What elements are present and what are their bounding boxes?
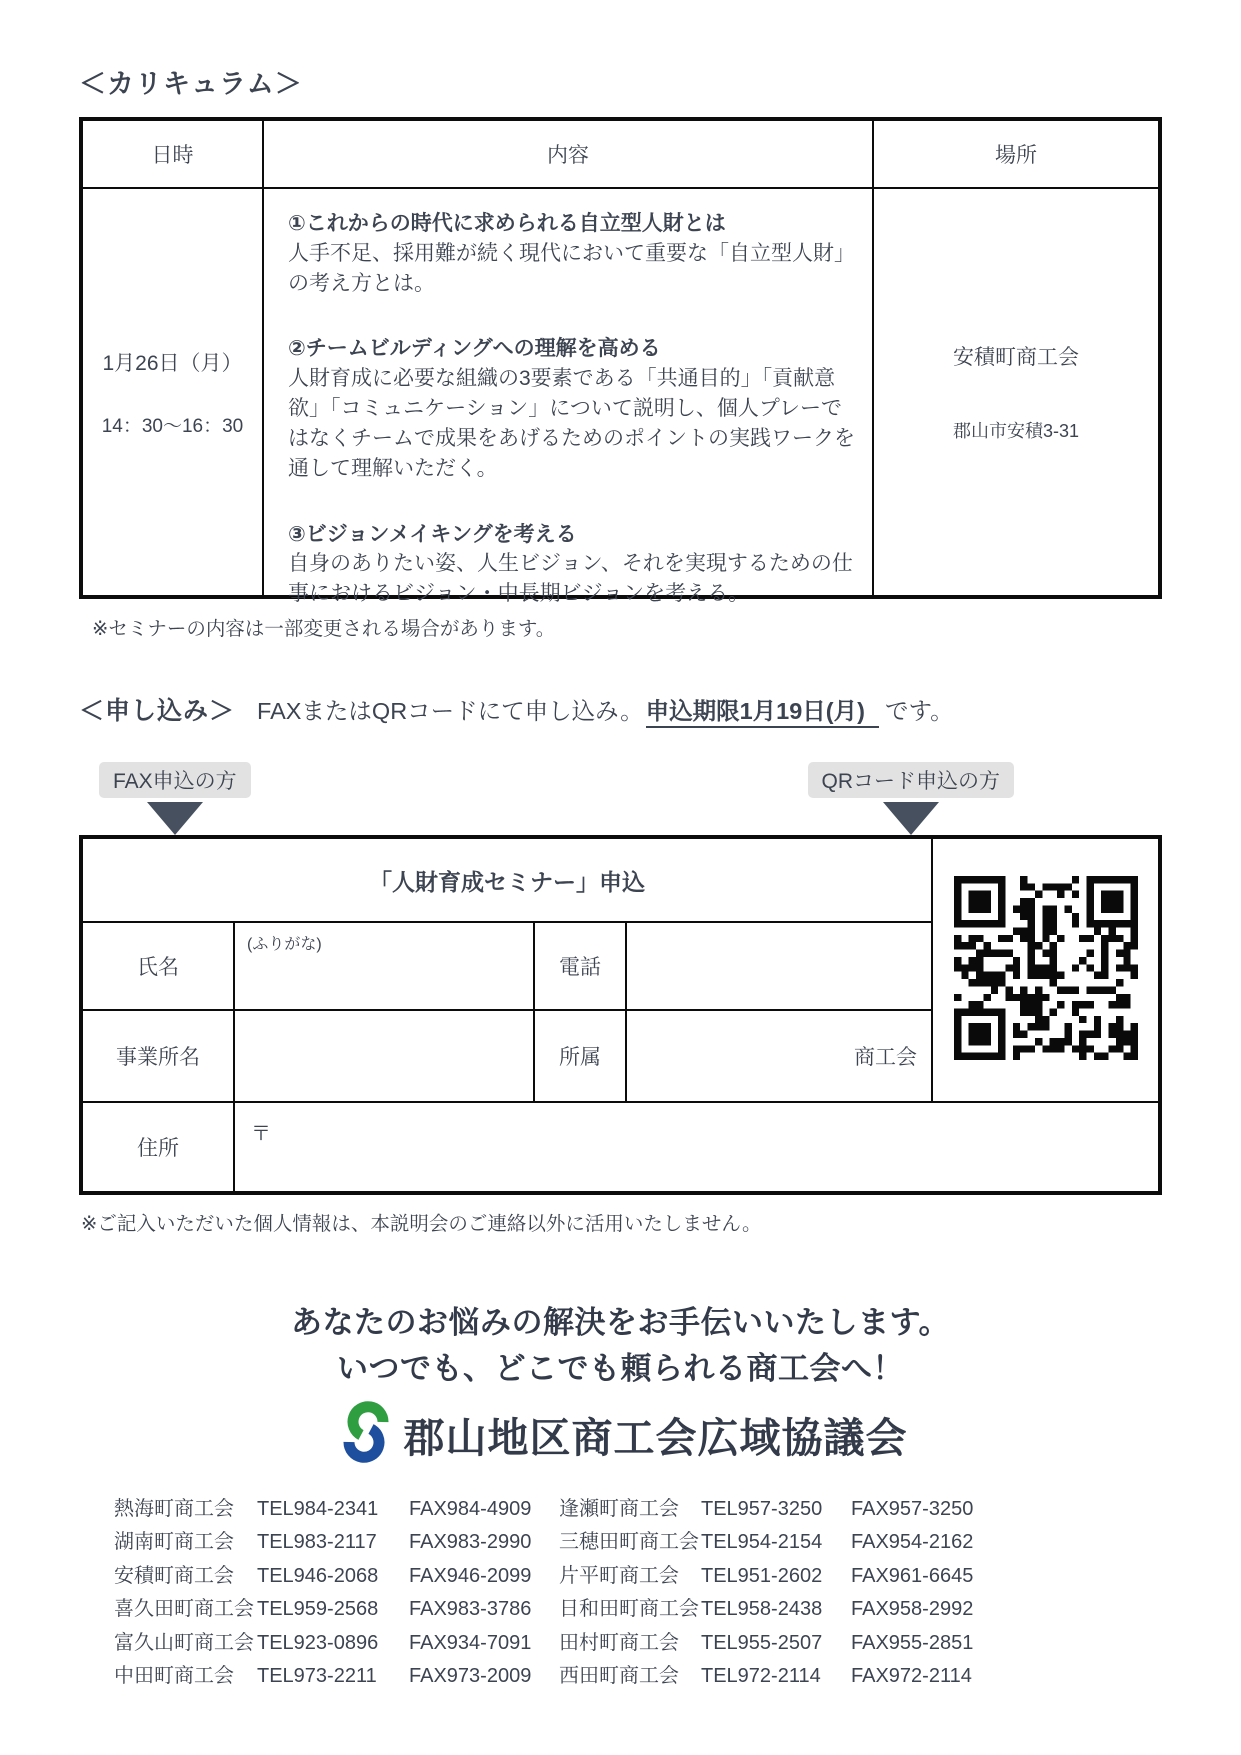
section-1-heading: ①これからの時代に求められる自立型人財とは [288,212,726,235]
contact-cell: 田村町商工会 [559,1631,679,1654]
contact-cell: FAX973-2009 [409,1665,532,1688]
slogan-line-2: いつでも、どこでも頼られる商工会へ！ [337,1350,904,1386]
contact-cell: FAX983-3786 [409,1598,532,1621]
contact-cell: FAX961-6645 [851,1564,974,1587]
contact-cell: FAX983-2990 [409,1531,532,1554]
section-2-body: 人財育成に必要な組織の3要素である「共通目的」「貢献意欲」「コミュニケーション」について説明し、個人プレーではなくチームで成果をあげるためのポイントの実践ワークを通して理解いただく。 [288,367,855,480]
form-address-field: 〒 [234,1102,1159,1192]
contact-cell: TEL957-3250 [701,1497,823,1520]
contact-cell: FAX984-4909 [409,1497,532,1520]
contact-cell: FAX972-2114 [851,1665,972,1688]
contact-cell: FAX955-2851 [851,1631,974,1654]
section-3-body: 自身のありたい姿、人生ビジョン、それを実現するための仕事におけるビジョン・中長期ビジョンを考える。 [288,552,853,606]
contact-cell: FAX934-7091 [409,1631,532,1654]
place-address: 郡山市安積3-31 [952,421,1080,441]
contact-cell: 中田町商工会 [114,1665,234,1688]
contact-cell: TEL958-2438 [701,1598,823,1621]
curriculum-content-cell [263,188,873,606]
curriculum-table [79,117,1162,606]
qr-label-group [808,762,1015,835]
contact-cell: TEL923-0896 [257,1631,379,1654]
qr-cell [932,838,1159,1102]
form-phone-field [626,922,932,1010]
contact-cell: FAX957-3250 [851,1497,974,1520]
curriculum-section-3 [288,520,856,609]
fax-apply-label: FAX申込の方 [99,762,251,798]
slogan-line-1: あなたのお悩みの解決をお手伝いいたします。 [290,1305,951,1340]
contact-cell: TEL954-2154 [701,1531,823,1554]
form-affiliation-suffix: 商工会 [626,1010,932,1102]
contact-cell: 喜久田町商工会 [114,1598,254,1621]
curriculum-title: ＜カリキュラム＞ [79,69,303,99]
contact-cell: 片平町商工会 [559,1564,679,1587]
contact-cell: 富久山町商工会 [114,1631,254,1654]
application-text-after: です。 [884,698,954,724]
section-3-heading: ③ビジョンメイキングを考える [288,522,577,546]
form-name-label: 氏名 [82,922,234,1010]
curriculum-date-cell [82,188,263,596]
contact-cell: 熱海町商工会 [114,1497,234,1520]
organization-logo-icon [334,1400,398,1469]
application-heading: ＜申し込み＞ [79,697,236,725]
application-text: FAXまたはQRコードにて申し込み。 [257,698,644,724]
footer-slogan [79,1300,1162,1392]
place-name: 安積町商工会 [953,346,1079,369]
contact-cell: TEL959-2568 [257,1598,379,1621]
contact-cell: 逢瀬町商工会 [559,1497,679,1520]
organization-row [79,1400,1162,1469]
seminar-date: 1月26日（月） [102,351,243,375]
contact-cell: 湖南町商工会 [114,1531,234,1554]
down-arrow-icon [883,802,939,835]
application-line [79,691,1162,728]
application-deadline: 申込期限1月19日(月) [646,692,879,728]
curriculum-header-place: 場所 [873,120,1159,188]
contact-table [114,1493,1162,1694]
application-method-labels [79,762,1162,835]
contact-cell: TEL984-2341 [257,1497,379,1520]
contact-cell: 西田町商工会 [559,1665,679,1688]
curriculum-section-1 [288,209,856,298]
contact-cell: 安積町商工会 [114,1564,234,1587]
fax-label-group [99,762,251,835]
organization-name: 郡山地区商工会広域協議会 [403,1414,908,1461]
contact-cell: FAX946-2099 [409,1564,532,1587]
contact-cell: TEL951-2602 [701,1564,823,1587]
contact-cell: TEL955-2507 [701,1631,823,1654]
contact-cell: 日和田町商工会 [559,1598,699,1621]
contact-cell: 三穂田町商工会 [559,1531,699,1554]
contact-cell: TEL972-2114 [701,1665,821,1688]
contact-cell: TEL973-2211 [257,1665,377,1688]
application-form-table [79,835,1162,1195]
contact-cell: TEL946-2068 [257,1564,379,1587]
section-1-body: 人手不足、採用難が続く現代において重要な「自立型人財」の考え方とは。 [288,241,855,295]
form-office-field [234,1010,534,1102]
section-2-heading: ②チームビルディングへの理解を高める [288,337,661,361]
down-arrow-icon [147,802,203,835]
contact-cell: FAX954-2162 [851,1531,974,1554]
form-address-label: 住所 [82,1102,234,1192]
qr-code-icon [954,876,1138,1065]
curriculum-note: ※セミナーの内容は一部変更される場合があります。 [92,618,556,640]
qr-apply-label: QRコード申込の方 [808,762,1015,798]
contact-cell: TEL983-2117 [257,1531,377,1554]
curriculum-place-cell [873,188,1159,596]
curriculum-section-2 [288,334,856,483]
form-title: 「人財育成セミナー」申込 [82,838,932,922]
form-office-label: 事業所名 [82,1010,234,1102]
contact-cell: FAX958-2992 [851,1598,974,1621]
form-phone-label: 電話 [534,922,626,1010]
privacy-note: ※ご記入いただいた個人情報は、本説明会のご連絡以外に活用いたしません。 [81,1213,762,1235]
curriculum-header-datetime: 日時 [82,120,263,188]
seminar-time: 14：30～16：30 [101,415,244,437]
curriculum-header-content: 内容 [263,120,873,188]
form-affiliation-label: 所属 [534,1010,626,1102]
form-furigana-hint: (ふりがな) [234,922,534,1010]
